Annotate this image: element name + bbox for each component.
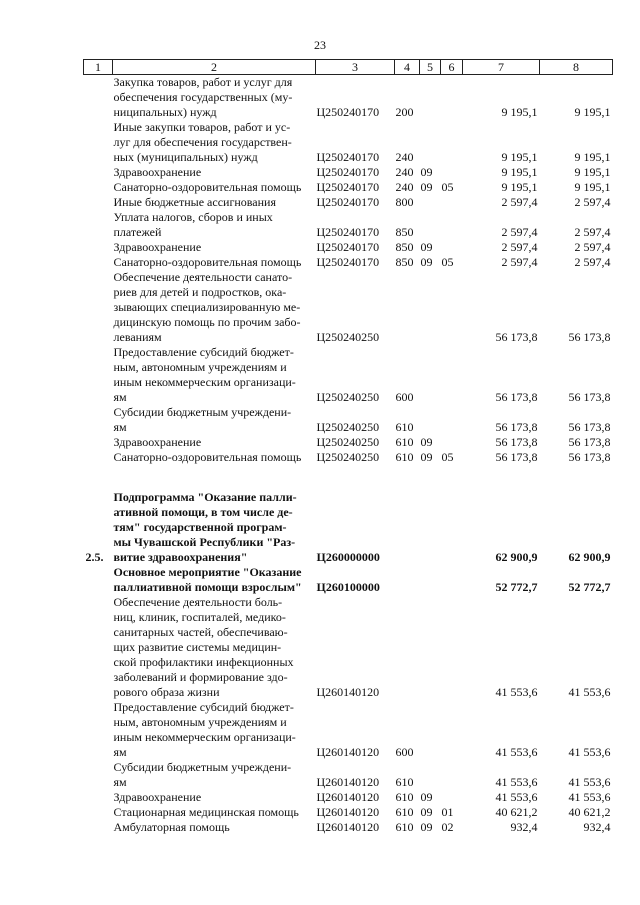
row-amount-2: 56 173,8 xyxy=(568,420,611,434)
column-header: 4 xyxy=(395,60,420,75)
row-subsection xyxy=(441,75,463,121)
row-section: 09 xyxy=(420,255,433,269)
row-subsection xyxy=(441,700,463,760)
table-row xyxy=(84,270,613,345)
row-number xyxy=(84,595,113,700)
row-code: Ц250240170 xyxy=(316,180,380,194)
row-amount-1: 56 173,8 xyxy=(495,330,538,344)
row-amount-2: 9 195,1 xyxy=(574,180,611,194)
row-code: Ц250240250 xyxy=(316,435,380,449)
row-name: Иные бюджетные ассигнования xyxy=(113,195,276,209)
row-number xyxy=(84,805,113,820)
row-section xyxy=(420,75,441,121)
row-code: Ц250240250 xyxy=(316,420,380,434)
row-subsection xyxy=(441,120,463,165)
row-expense-type xyxy=(395,595,420,700)
row-subsection xyxy=(441,565,463,595)
row-code: Ц260140120 xyxy=(316,820,380,834)
row-number xyxy=(84,210,113,240)
row-amount-1: 932,4 xyxy=(510,820,538,834)
row-name: Санаторно-оздоровительная помощь xyxy=(113,255,302,269)
row-section: 09 xyxy=(420,165,433,179)
row-section: 09 xyxy=(420,805,433,819)
row-name: Здравоохранение xyxy=(113,240,202,254)
row-amount-1: 9 195,1 xyxy=(501,150,538,164)
page-number: 23 xyxy=(314,38,326,52)
column-header: 1 xyxy=(84,60,113,75)
row-name: Стационарная медицинская помощь xyxy=(113,805,299,819)
table-row xyxy=(84,255,613,270)
row-number xyxy=(84,345,113,405)
row-name: Субсидии бюджетным учреждени- ям xyxy=(113,760,292,789)
column-header: 8 xyxy=(540,60,613,75)
row-amount-1: 40 621,2 xyxy=(495,805,538,819)
table-row xyxy=(84,790,613,805)
row-section xyxy=(420,490,441,565)
row-amount-2: 2 597,4 xyxy=(574,225,611,239)
row-subsection xyxy=(441,760,463,790)
column-header: 3 xyxy=(316,60,395,75)
table-row xyxy=(84,210,613,240)
row-amount-2: 56 173,8 xyxy=(568,390,611,404)
table-row xyxy=(84,120,613,165)
row-subsection xyxy=(441,595,463,700)
row-amount-1: 9 195,1 xyxy=(501,180,538,194)
row-expense-type xyxy=(395,565,420,595)
row-code: Ц260140120 xyxy=(316,685,380,699)
row-subsection xyxy=(441,195,463,210)
row-code: Ц250240170 xyxy=(316,150,380,164)
row-amount-2: 41 553,6 xyxy=(568,745,611,759)
row-amount-1: 52 772,7 xyxy=(495,580,538,594)
row-section: 09 xyxy=(420,790,433,804)
row-subsection xyxy=(441,435,463,450)
row-expense-type: 240 xyxy=(395,165,414,179)
row-amount-2: 2 597,4 xyxy=(574,255,611,269)
row-amount-1: 56 173,8 xyxy=(495,450,538,464)
row-number xyxy=(84,180,113,195)
row-name: Уплата налогов, сборов и иных платежей xyxy=(113,210,273,239)
table-body xyxy=(84,75,613,836)
row-amount-1: 62 900,9 xyxy=(495,550,538,564)
table-row xyxy=(84,165,613,180)
row-name: Закупка товаров, работ и услуг для обеспечения государственных (му- ниципальных) нужд xyxy=(113,75,293,119)
row-number: 2.5. xyxy=(85,550,104,564)
row-section xyxy=(420,565,441,595)
spacer-cell xyxy=(84,465,613,490)
row-subsection xyxy=(441,345,463,405)
row-amount-1: 9 195,1 xyxy=(501,165,538,179)
table-row xyxy=(84,75,613,121)
row-subsection: 05 xyxy=(441,255,454,269)
row-amount-1: 2 597,4 xyxy=(501,195,538,209)
row-name: Подпрограмма "Оказание палли- ативной помощи, в том числе де- тям" государственной програм- мы Чувашской Республики "Раз- витие здравоохранения" xyxy=(113,490,297,564)
column-header: 5 xyxy=(420,60,441,75)
row-subsection: 05 xyxy=(441,180,454,194)
table-row xyxy=(84,700,613,760)
row-name: Здравоохранение xyxy=(113,790,202,804)
row-name: Здравоохранение xyxy=(113,165,202,179)
table-row xyxy=(84,195,613,210)
row-subsection: 01 xyxy=(441,805,454,819)
column-header: 7 xyxy=(463,60,540,75)
table-row xyxy=(84,180,613,195)
row-number xyxy=(84,450,113,465)
row-expense-type: 610 xyxy=(395,450,414,464)
row-expense-type: 850 xyxy=(395,240,414,254)
row-name: Обеспечение деятельности боль- ниц, клиник, госпиталей, медико- санитарных частей, обеспечиваю- щих развитие системы медицин- ской профилактики инфекционных заболеваний и формирование здо- рового образа жизни xyxy=(113,595,294,699)
table-row xyxy=(84,805,613,820)
table-row xyxy=(84,345,613,405)
column-header: 2 xyxy=(113,60,316,75)
row-code: Ц250240170 xyxy=(316,105,380,119)
row-number xyxy=(84,700,113,760)
row-amount-2: 56 173,8 xyxy=(568,330,611,344)
row-expense-type xyxy=(395,270,420,345)
row-number xyxy=(84,405,113,435)
row-amount-1: 2 597,4 xyxy=(501,255,538,269)
column-number-row xyxy=(84,60,613,75)
row-name: Субсидии бюджетным учреждени- ям xyxy=(113,405,292,434)
row-amount-1: 41 553,6 xyxy=(495,775,538,789)
row-section xyxy=(420,345,441,405)
row-number xyxy=(84,820,113,835)
row-amount-2: 2 597,4 xyxy=(574,195,611,209)
row-amount-2: 9 195,1 xyxy=(574,105,611,119)
row-name: Обеспечение деятельности санато- риев для детей и подростков, ока- зывающих специализированную ме- дицинскую помощь по прочим забо- леваниям xyxy=(113,270,301,344)
row-amount-2: 62 900,9 xyxy=(568,550,611,564)
row-number xyxy=(84,165,113,180)
row-expense-type: 610 xyxy=(395,805,414,819)
row-number xyxy=(84,120,113,165)
table-row xyxy=(84,820,613,835)
row-section xyxy=(420,760,441,790)
row-amount-1: 2 597,4 xyxy=(501,240,538,254)
row-name: Санаторно-оздоровительная помощь xyxy=(113,180,302,194)
row-number xyxy=(84,195,113,210)
row-amount-1: 9 195,1 xyxy=(501,105,538,119)
row-expense-type: 240 xyxy=(395,150,414,164)
row-section xyxy=(420,210,441,240)
row-amount-2: 41 553,6 xyxy=(568,775,611,789)
row-number xyxy=(84,435,113,450)
row-amount-2: 41 553,6 xyxy=(568,790,611,804)
row-expense-type: 600 xyxy=(395,390,414,404)
table-row xyxy=(84,760,613,790)
row-amount-1: 56 173,8 xyxy=(495,420,538,434)
row-subsection: 05 xyxy=(441,450,454,464)
row-expense-type: 240 xyxy=(395,180,414,194)
row-amount-2: 52 772,7 xyxy=(568,580,611,594)
row-section xyxy=(420,405,441,435)
row-subsection xyxy=(441,240,463,255)
row-subsection xyxy=(441,405,463,435)
row-code: Ц260140120 xyxy=(316,745,380,759)
table-row xyxy=(84,240,613,255)
row-section: 09 xyxy=(420,435,433,449)
row-amount-1: 41 553,6 xyxy=(495,745,538,759)
column-header: 6 xyxy=(441,60,463,75)
row-number xyxy=(84,760,113,790)
row-subsection xyxy=(441,790,463,805)
row-number xyxy=(84,255,113,270)
row-amount-2: 932,4 xyxy=(583,820,611,834)
row-amount-1: 2 597,4 xyxy=(501,225,538,239)
row-expense-type xyxy=(395,490,420,565)
row-code: Ц260140120 xyxy=(316,805,380,819)
row-amount-2: 9 195,1 xyxy=(574,165,611,179)
row-code: Ц250240170 xyxy=(316,225,380,239)
row-subsection xyxy=(441,210,463,240)
row-expense-type: 610 xyxy=(395,775,414,789)
row-code: Ц250240170 xyxy=(316,165,380,179)
row-amount-2: 56 173,8 xyxy=(568,450,611,464)
row-section xyxy=(420,700,441,760)
row-code: Ц260100000 xyxy=(316,580,380,594)
table-row xyxy=(84,565,613,595)
row-code: Ц250240250 xyxy=(316,390,380,404)
table-row xyxy=(84,490,613,565)
row-amount-2: 40 621,2 xyxy=(568,805,611,819)
row-name: Основное мероприятие "Оказание паллиативной помощи взрослым" xyxy=(113,565,302,594)
row-subsection xyxy=(441,165,463,180)
row-code: Ц260000000 xyxy=(316,550,380,564)
row-amount-2: 9 195,1 xyxy=(574,150,611,164)
row-expense-type: 850 xyxy=(395,255,414,269)
table-row xyxy=(84,405,613,435)
row-section: 09 xyxy=(420,450,433,464)
row-subsection: 02 xyxy=(441,820,454,834)
row-expense-type: 850 xyxy=(395,225,414,239)
row-number xyxy=(84,240,113,255)
table-row xyxy=(84,595,613,700)
row-amount-1: 41 553,6 xyxy=(495,685,538,699)
row-code: Ц250240250 xyxy=(316,330,380,344)
row-name: Амбулаторная помощь xyxy=(113,820,230,834)
section-spacer xyxy=(84,465,613,490)
row-expense-type: 600 xyxy=(395,745,414,759)
row-code: Ц250240170 xyxy=(316,255,380,269)
row-number xyxy=(84,565,113,595)
row-expense-type: 610 xyxy=(395,820,414,834)
row-section xyxy=(420,120,441,165)
row-expense-type: 800 xyxy=(395,195,414,209)
row-section: 09 xyxy=(420,180,433,194)
row-subsection xyxy=(441,270,463,345)
row-expense-type: 610 xyxy=(395,435,414,449)
row-section xyxy=(420,595,441,700)
row-section: 09 xyxy=(420,820,433,834)
row-code: Ц260140120 xyxy=(316,775,380,789)
row-amount-2: 41 553,6 xyxy=(568,685,611,699)
row-expense-type: 610 xyxy=(395,420,414,434)
row-amount-2: 56 173,8 xyxy=(568,435,611,449)
row-section: 09 xyxy=(420,240,433,254)
table-row xyxy=(84,435,613,450)
row-name: Предоставление субсидий бюджет- ным, автономным учреждениям и иным некоммерческим организаци- ям xyxy=(113,700,296,759)
row-number xyxy=(84,75,113,121)
row-amount-1: 56 173,8 xyxy=(495,435,538,449)
row-name: Иные закупки товаров, работ и ус- луг для обеспечения государствен- ных (муниципальных) нужд xyxy=(113,120,292,164)
row-name: Санаторно-оздоровительная помощь xyxy=(113,450,302,464)
row-section xyxy=(420,270,441,345)
row-number xyxy=(84,270,113,345)
row-expense-type: 200 xyxy=(395,105,414,119)
row-code: Ц260140120 xyxy=(316,790,380,804)
budget-table xyxy=(83,59,613,835)
table-row xyxy=(84,450,613,465)
row-expense-type: 610 xyxy=(395,790,414,804)
row-amount-1: 56 173,8 xyxy=(495,390,538,404)
row-name: Здравоохранение xyxy=(113,435,202,449)
row-code: Ц250240250 xyxy=(316,450,380,464)
row-code: Ц250240170 xyxy=(316,240,380,254)
row-section xyxy=(420,195,441,210)
row-number xyxy=(84,790,113,805)
row-name: Предоставление субсидий бюджет- ным, автономным учреждениям и иным некоммерческим организаци- ям xyxy=(113,345,296,404)
row-code: Ц250240170 xyxy=(316,195,380,209)
row-amount-2: 2 597,4 xyxy=(574,240,611,254)
row-subsection xyxy=(441,490,463,565)
row-amount-1: 41 553,6 xyxy=(495,790,538,804)
